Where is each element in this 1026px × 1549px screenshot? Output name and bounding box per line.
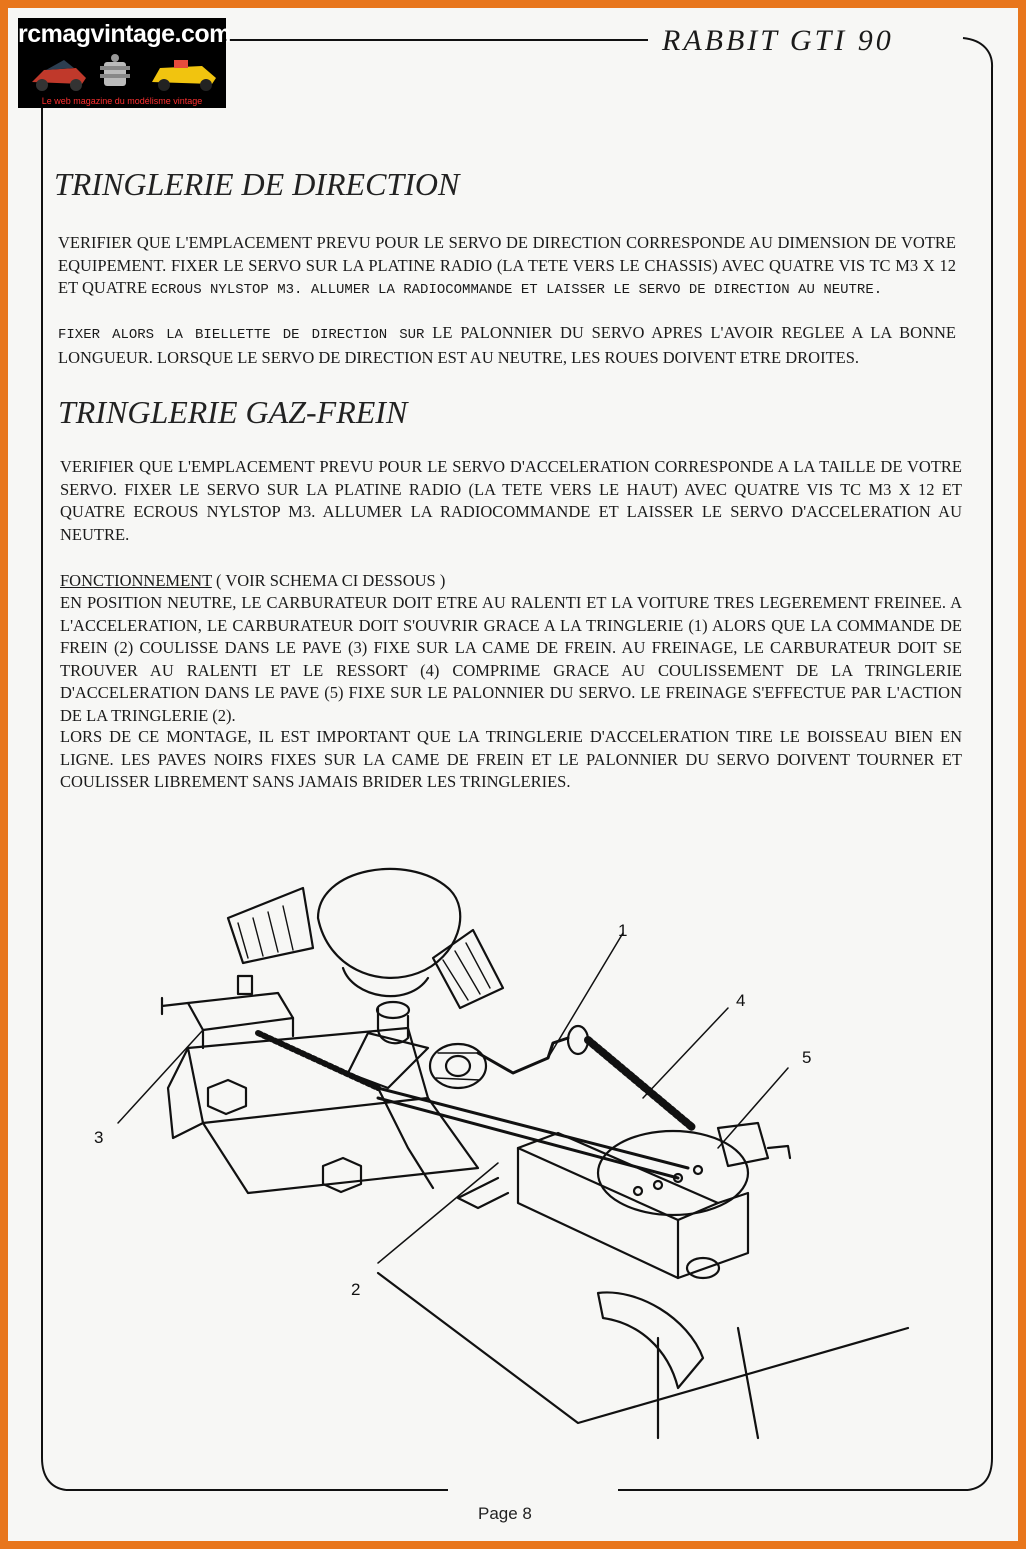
direction-paragraph-2-text: LE PALONNIER DU SERVO APRES L'AVOIR REGLEE A LA BONNE LONGUEUR. LORSQUE LE SERVO DE DIRECTION EST AU NEUTRE, LES ROUES DOIVENT ETRE DROITES. <box>58 323 956 367</box>
gaz-frein-paragraph-1: VERIFIER QUE L'EMPLACEMENT PREVU POUR LE SERVO D'ACCELERATION CORRESPONDE A LA TAILLE DE VOTRE SERVO. FIXER LE SERVO SUR LA PLATINE RADIO (LA TETE VERS LE HAUT) AVEC QUATRE VIS TC M3 X 12 ET QUATRE ECROUS NYLSTOP M3. ALLUMER LA RADIOCOMMANDE ET LAISSER LE SERVO D'ACCELERATION AU NEUTRE. <box>60 457 962 544</box>
engine-neck-shape <box>343 968 428 996</box>
carb-barrel-center <box>446 1056 470 1076</box>
logo-cars-icon <box>24 52 220 94</box>
cooling-fin-left <box>228 888 313 963</box>
logo-title: rcmagvintage.com <box>18 20 231 48</box>
throttle-spring <box>588 1040 693 1128</box>
left-threaded-rod <box>258 1033 378 1088</box>
linkage-diagram <box>78 848 938 1468</box>
site-logo[interactable] <box>18 18 231 108</box>
section-title-gaz-frein: TRINGLERIE GAZ-FREIN <box>58 394 408 430</box>
callout-3: 3 <box>94 1128 104 1147</box>
direction-paragraph-1-mono: ECROUS NYLSTOP M3. ALLUMER LA RADIOCOMMANDE ET LAISSER LE SERVO DE DIRECTION AU NEUTRE. <box>151 282 883 299</box>
direction-paragraph-2-mono: FIXER ALORS LA BIELLETTE DE DIRECTION SUR <box>58 327 425 343</box>
logo-tagline: Le web magazine du modélisme vintage <box>41 96 203 106</box>
servo-horn <box>598 1131 748 1215</box>
chassis-plate-edge <box>378 1273 908 1423</box>
horn-hole-1 <box>634 1187 642 1195</box>
fin-lines-left <box>238 906 293 958</box>
leader-line-5 <box>718 1068 788 1148</box>
horn-hole-4 <box>694 1166 702 1174</box>
fonctionnement-note: ( VOIR SCHEMA CI DESSOUS ) <box>211 571 446 590</box>
direction-paragraph-1 <box>58 232 956 302</box>
servo-top <box>518 1133 718 1220</box>
carburetor-top <box>377 1002 409 1018</box>
cooling-fin-right <box>433 930 503 1008</box>
callout-4: 4 <box>736 991 746 1010</box>
fonctionnement-label: FONCTIONNEMENT <box>60 571 212 590</box>
carburetor-stem <box>378 1008 408 1043</box>
section-title-direction: TRINGLERIE DE DIRECTION <box>54 166 460 202</box>
document-title: RABBIT GTI 90 <box>654 24 902 58</box>
horn-hole-2 <box>654 1181 662 1189</box>
callout-5: 5 <box>802 1048 812 1067</box>
engine-head-shape <box>318 869 460 978</box>
montage-paragraph: LORS DE CE MONTAGE, IL EST IMPORTANT QUE LA TRINGLERIE D'ACCELERATION TIRE LE BOISSEAU BIEN EN LIGNE. LES PAVES NOIRS FIXES SUR LA CAME DE FREIN ET LE PALONNIER DU SERVO DOIVENT TOURNER ET COULISSER LIBREMENT SANS JAMAIS BRIDER LES TRINGLERIES. <box>60 727 962 792</box>
direction-paragraph-1-text: VERIFIER QUE L'EMPLACEMENT PREVU POUR LE SERVO DE DIRECTION CORRESPONDE AU DIMENSION DE VOTRE EQUIPEMENT. FIXER LE SERVO SUR LA PLATINE RADIO (LA TETE VERS LE CHASSIS) AVEC QUATRE VIS TC M3 X 12 ET QUATRE <box>58 233 956 298</box>
page-number: Page 8 <box>478 1504 532 1523</box>
leader-line-4 <box>643 1008 728 1098</box>
brake-rod <box>378 1088 688 1168</box>
brake-disc <box>598 1292 703 1388</box>
direction-paragraph-2 <box>58 322 956 369</box>
brake-cam-edge <box>378 1088 433 1188</box>
fonctionnement-heading <box>60 570 962 593</box>
fonctionnement-paragraph: EN POSITION NEUTRE, LE CARBURATEUR DOIT ETRE AU RALENTI ET LA VOITURE TRES LEGEREMENT FREINEE. A L'ACCELERATION, LE CARBURATEUR DOIT S'OUVRIR GRACE A LA TRINGLERIE (1) ALORS QUE LA COMMANDE DE FREIN (2) COULISSE DANS LE PAVE (3) FIXE SUR LA CAME DE FREIN. AU FREINAGE, LE CARBURATEUR DOIT SE TROUVER AU RALENTI ET LE RESSORT (4) COMPRIME GRACE AU COULISSEMENT DE LA TRINGLERIE D'ACCELERATION DANS LE PAVE (5) FIXE SUR LE PALONNIER DU SERVO. LE FREINAGE S'EFFECTUE PAR L'ACTION DE LA TRINGLERIE (2). <box>60 593 962 725</box>
plate-corner <box>458 1178 508 1208</box>
brake-pin <box>162 998 188 1014</box>
servo-pave-pin <box>768 1146 790 1158</box>
hex-nut-2 <box>323 1158 361 1192</box>
brake-pave-top <box>188 993 293 1030</box>
callout-1: 1 <box>618 921 628 940</box>
carb-barrel <box>430 1044 486 1088</box>
chassis-rail <box>658 1328 758 1438</box>
brake-screw <box>238 976 252 994</box>
hex-nut-1 <box>208 1080 246 1114</box>
callout-2: 2 <box>351 1280 361 1299</box>
throttle-linkage <box>478 1038 568 1073</box>
leader-line-3 <box>118 1030 203 1123</box>
